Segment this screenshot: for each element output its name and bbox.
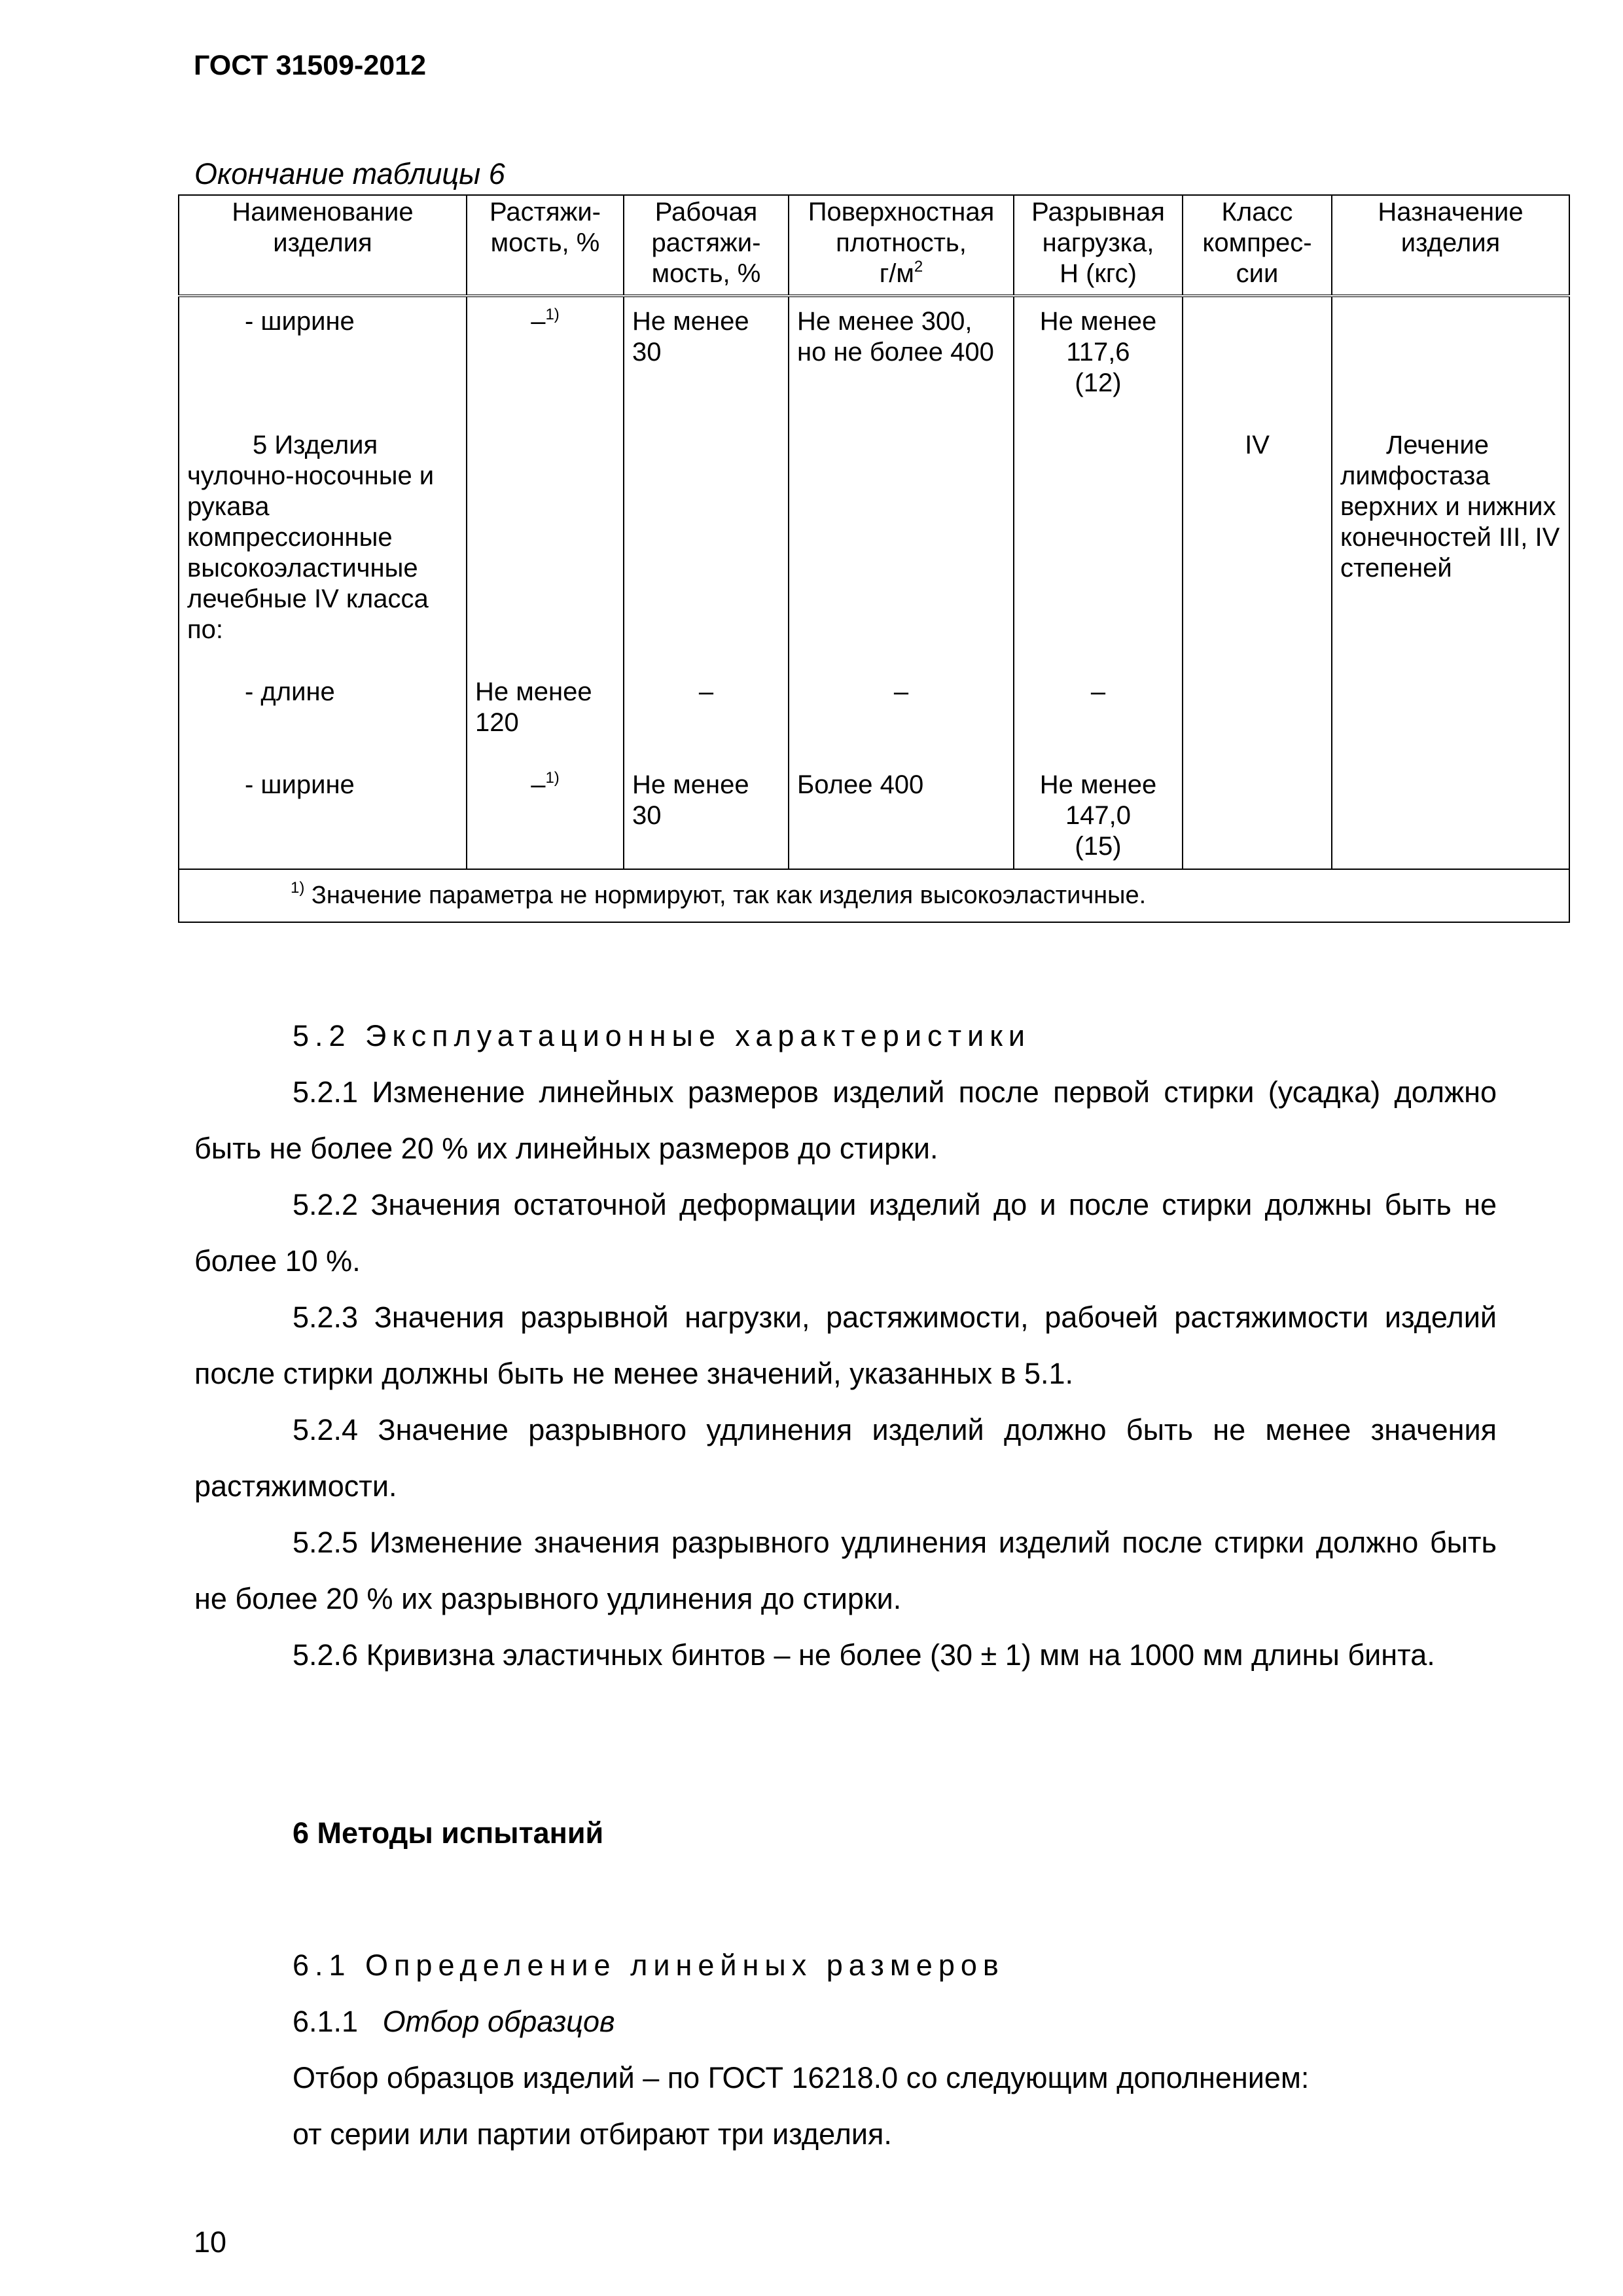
- table-row: [179, 296, 1569, 399]
- cell-name: - длине: [179, 645, 467, 738]
- cell-stretch: –$^{1)}$: [467, 296, 624, 399]
- col-header-density: Поверхностная плотность, $г/м^2$: [789, 195, 1014, 296]
- paragraph-5-2-1: 5.2.1 Изменение линейных размеров изделий после первой стирки (усадка) должно быть не более 20 % их линейных размеров до стирки.: [194, 1075, 1497, 1165]
- table-header-row: [179, 195, 1569, 296]
- section-6-title: 6 Методы испытаний: [293, 1816, 604, 1850]
- cell-working-stretch: Не менее 30: [624, 296, 789, 399]
- table-row: [179, 645, 1569, 738]
- document-header: ГОСТ 31509-2012: [194, 50, 427, 81]
- cell-name: - ширине: [179, 738, 467, 869]
- cell-stretch: Не менее 120: [467, 645, 624, 738]
- cell-purpose: Лечение лимфостаза верхних и нижних конечностей III, IV степеней: [1332, 399, 1569, 645]
- cell-working-stretch: –: [624, 645, 789, 738]
- paragraph-6-1-1b: от серии или партии отбирают три изделия.: [293, 2117, 892, 2151]
- cell-purpose: [1332, 738, 1569, 869]
- section-6-1-title: 6.1 Определение линейных размеров: [293, 1948, 1005, 1982]
- footnote-text: Значение параметра не нормируют, так как изделия высокоэластичные.: [311, 882, 1147, 909]
- cell-breaking-load: –: [1014, 645, 1183, 738]
- cell-density: –: [789, 645, 1014, 738]
- paragraph-5-2-2: 5.2.2 Значения остаточной деформации изделий до и после стирки должны быть не более 10 %.: [194, 1188, 1497, 1278]
- cell-class: [1183, 738, 1332, 869]
- table-row: [179, 399, 1569, 645]
- col-header-compression-class: Класс компрес- сии: [1183, 195, 1332, 296]
- paragraph-6-1-1a: Отбор образцов изделий – по ГОСТ 16218.0 со следующим дополнением:: [293, 2061, 1310, 2094]
- footnote-mark: 1): [291, 879, 305, 897]
- cell-stretch: [467, 399, 624, 645]
- cell-purpose: [1332, 296, 1569, 399]
- cell-working-stretch: Не менее 30: [624, 738, 789, 869]
- cell-breaking-load: Не менее 147,0 (15): [1014, 738, 1183, 869]
- col-header-purpose: Назначение изделия: [1332, 195, 1569, 296]
- cell-working-stretch: [624, 399, 789, 645]
- table-footnote-row: [179, 869, 1569, 922]
- cell-density: Более 400: [789, 738, 1014, 869]
- col-header-breaking-load: Разрывная нагрузка, Н (кгс): [1014, 195, 1183, 296]
- cell-name: 5 Изделия чулочно-носочные и рукава компрессионные высокоэластичные лечебные IV класса по:: [179, 399, 467, 645]
- cell-stretch: –$^{1)}$: [467, 738, 624, 869]
- paragraph-5-2-3: 5.2.3 Значения разрывной нагрузки, растяжимости, рабочей растяжимости изделий после стирки должны быть не менее значений, указанных в 5.1.: [194, 1300, 1497, 1390]
- cell-name: - ширине: [179, 296, 467, 399]
- paragraph-5-2-4: 5.2.4 Значение разрывного удлинения изделий должно быть не менее значения растяжимости.: [194, 1413, 1497, 1503]
- col-header-stretch: Растяжи- мость, %: [467, 195, 624, 296]
- cell-density: Не менее 300, но не более 400: [789, 296, 1014, 399]
- cell-breaking-load: [1014, 399, 1183, 645]
- table-caption: Окончание таблицы 6: [194, 157, 505, 190]
- paragraph-5-2-6: 5.2.6 Кривизна эластичных бинтов – не более (30 ± 1) мм на 1000 мм длины бинта.: [293, 1638, 1435, 1672]
- table-row: [179, 738, 1569, 869]
- cell-breaking-load: Не менее 117,6 (12): [1014, 296, 1183, 399]
- section-6-1: [293, 1937, 1497, 2162]
- col-header-name: Наименование изделия: [179, 195, 467, 296]
- subsection-6-1-1: 6.1.1 Отбор образцов: [293, 2005, 615, 2038]
- paragraph-5-2-5: 5.2.5 Изменение значения разрывного удлинения изделий после стирки должно быть не более 20 % их разрывного удлинения до стирки.: [194, 1526, 1497, 1615]
- cell-density: [789, 399, 1014, 645]
- cell-class: [1183, 645, 1332, 738]
- cell-purpose: [1332, 645, 1569, 738]
- table-footnote: [179, 869, 1569, 922]
- section-5-2-title: 5.2 Эксплуатационные характеристики: [293, 1019, 1031, 1052]
- page-number: 10: [194, 2225, 227, 2259]
- cell-class: [1183, 296, 1332, 399]
- table-6: [178, 194, 1570, 923]
- cell-class: IV: [1183, 399, 1332, 645]
- section-5-2: [194, 1008, 1497, 1683]
- col-header-working-stretch: Рабочая растяжи- мость, %: [624, 195, 789, 296]
